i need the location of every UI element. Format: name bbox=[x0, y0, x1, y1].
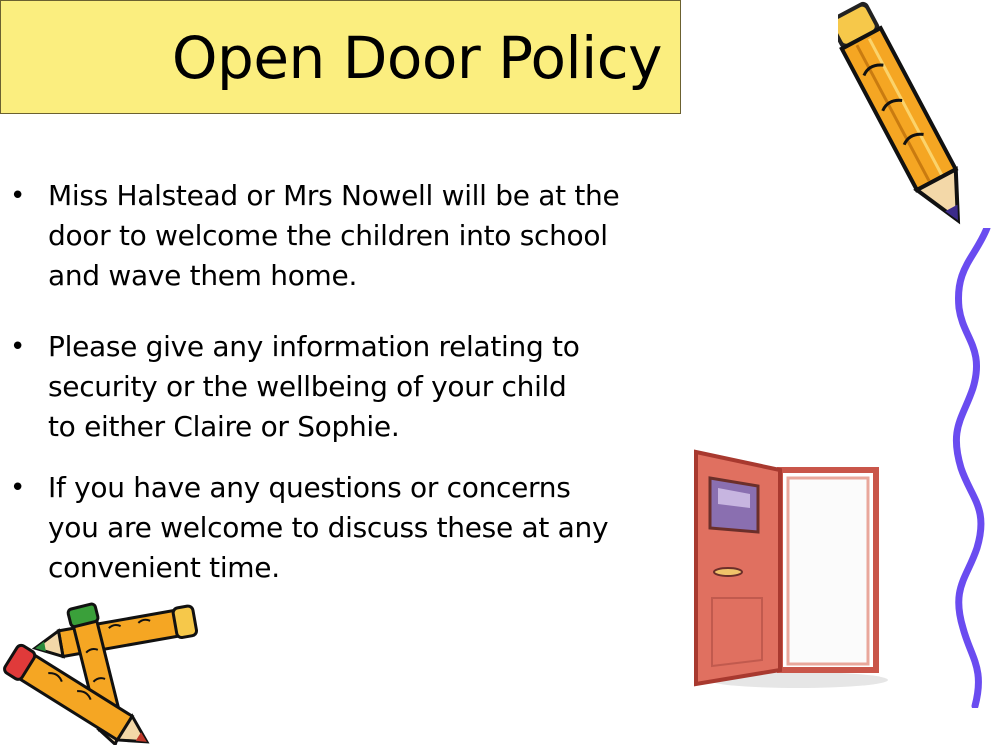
bullet-line: door to welcome the children into school bbox=[48, 219, 608, 252]
bullet-line: security or the wellbeing of your child bbox=[48, 370, 567, 403]
squiggle-border bbox=[945, 228, 1000, 708]
bullet-line: convenient time. bbox=[48, 551, 280, 584]
bullet-line: you are welcome to discuss these at any bbox=[48, 511, 609, 544]
bullet-marker: • bbox=[10, 181, 26, 211]
bullet-line: to either Claire or Sophie. bbox=[48, 410, 400, 443]
bullet-line: and wave them home. bbox=[48, 259, 358, 292]
pencil-icon bbox=[838, 0, 983, 240]
bullet-line: If you have any questions or concerns bbox=[48, 471, 571, 504]
door-icon bbox=[688, 448, 888, 690]
crossed-pencils-icon bbox=[0, 600, 205, 745]
bullet-line: Please give any information relating to bbox=[48, 330, 580, 363]
title-banner bbox=[0, 0, 681, 114]
bullet-marker: • bbox=[10, 332, 26, 362]
bullet-line: Miss Halstead or Mrs Nowell will be at the bbox=[48, 179, 620, 212]
bullet-marker: • bbox=[10, 473, 26, 503]
slide-title: Open Door Policy bbox=[171, 24, 662, 92]
